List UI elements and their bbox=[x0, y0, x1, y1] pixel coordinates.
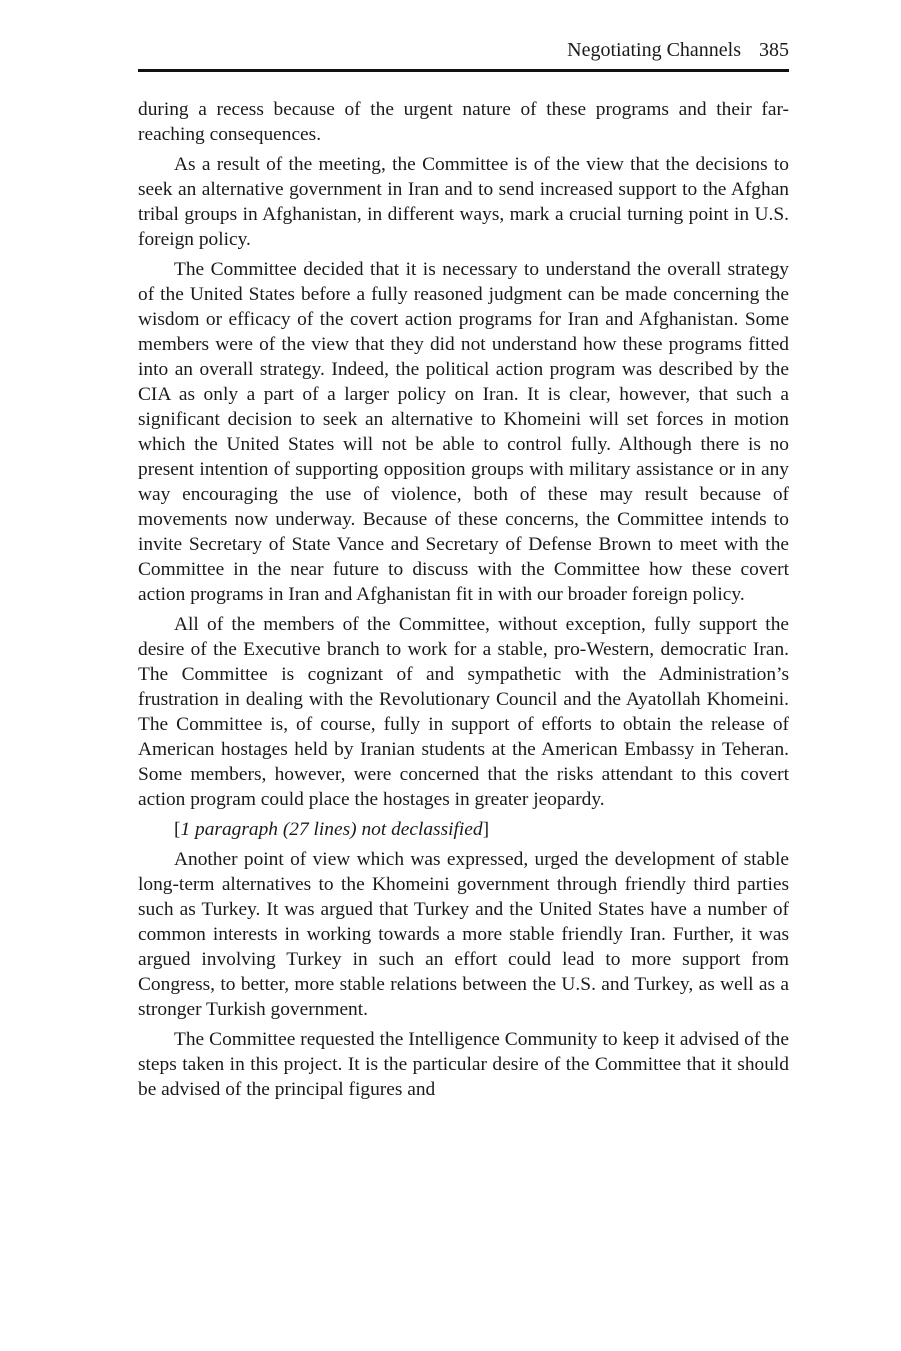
redaction-note: [1 paragraph (27 lines) not declassified] bbox=[174, 819, 490, 840]
running-head bbox=[567, 37, 789, 63]
paragraph: The Committee decided that it is necessary to understand the overall strategy of the United States before a fully reasoned judgment can be made concerning the wisdom or efficacy of the covert action programs for Iran and Afghanistan. Some members were of the view that they did not understand how these programs fitted into an overall strategy. Indeed, the political action program was described by the CIA as only a part of a larger policy on Iran. It is clear, however, that such a significant decision to seek an alternative to Khomeini will set forces in motion which the United States will not be able to control fully. Although there is no present intention of supporting opposition groups with military assistance or in any way encouraging the use of violence, both of these may result because of movements now underway. Because of these concerns, the Committee intends to invite Secretary of State Vance and Secretary of Defense Brown to meet with the Committee in the near future to discuss with the Committee how these covert action programs in Iran and Afghanistan fit in with our broader foreign policy. bbox=[138, 259, 789, 605]
redaction-note-text: 1 paragraph (27 lines) not declassified bbox=[180, 819, 483, 840]
paragraph-continued: during a recess because of the urgent nature of these programs and their far-reaching consequences. bbox=[138, 99, 789, 145]
paragraph: As a result of the meeting, the Committee is of the view that the decisions to seek an alternative government in Iran and to send increased support to the Afghan tribal groups in Afghanistan, in different ways, mark a crucial turning point in U.S. foreign policy. bbox=[138, 154, 789, 250]
running-title: Negotiating Channels bbox=[567, 39, 741, 61]
body-text bbox=[138, 97, 789, 1107]
paragraph: The Committee requested the Intelligence Community to keep it advised of the steps taken in this project. It is the particular desire of the Committee that it should be advised of the principal figures and bbox=[138, 1029, 789, 1100]
page-number: 385 bbox=[759, 39, 789, 61]
paragraph: All of the members of the Committee, without exception, fully support the desire of the Executive branch to work for a stable, pro-Western, democratic Iran. The Committee is cognizant of and sympathetic with the Administration’s frustration in dealing with the Revolutionary Council and the Ayatollah Khomeini. The Committee is, of course, fully in support of efforts to obtain the release of American hostages held by Iranian students at the American Embassy in Teheran. Some members, however, were concerned that the risks attendant to this covert action program could place the hostages in greater jeopardy. bbox=[138, 614, 789, 810]
header-rule bbox=[138, 69, 789, 72]
paragraph: Another point of view which was expressed, urged the development of stable long-term alternatives to the Khomeini government through friendly third parties such as Turkey. It was argued that Turkey and the United States have a number of common interests in working towards a more stable friendly Iran. Further, it was argued involving Turkey in such an effort could lead to more support from Congress, to better, more stable relations between the U.S. and Turkey, as well as a stronger Turkish government. bbox=[138, 849, 789, 1020]
